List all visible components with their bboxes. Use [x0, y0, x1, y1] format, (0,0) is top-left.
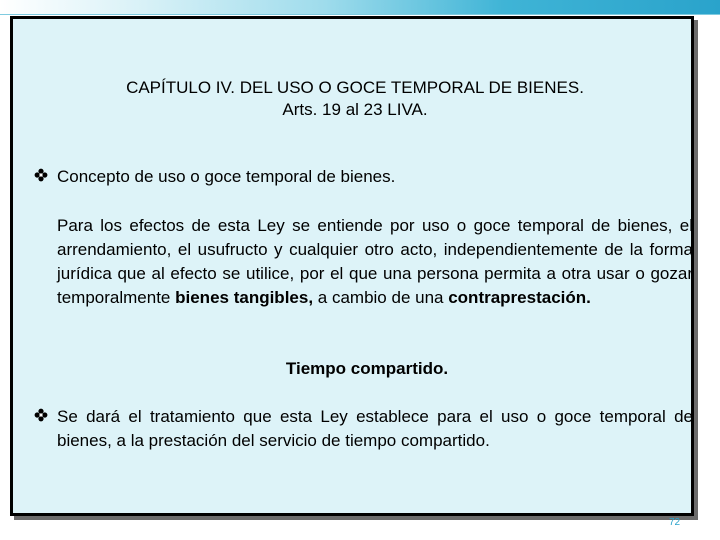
- paragraph1-bold1: bienes tangibles,: [175, 288, 314, 307]
- paragraph1-bold2: contraprestación.: [448, 288, 591, 307]
- title-line-2: Arts. 19 al 23 LIVA.: [282, 100, 428, 119]
- paragraph1-part1: Para los efectos de esta Ley se entiende por uso o goce temporal de bienes, el arrendamiento, el usufructo y cualquier otro acto, independientemente de la forma jurídica que al efecto se utilice, por el que una persona permita a otra usar o gozar temporalmente: [57, 216, 693, 307]
- diamond-bullet-icon: [34, 406, 48, 424]
- page-number: 72: [669, 517, 681, 528]
- paragraph1-part2: a cambio de una: [313, 288, 449, 307]
- diamond-bullet-icon: [34, 166, 48, 184]
- definition-paragraph: [57, 214, 693, 310]
- slide-frame: [10, 16, 694, 516]
- slide-title: [13, 77, 697, 121]
- title-line-1: CAPÍTULO IV. DEL USO O GOCE TEMPORAL DE BIENES.: [126, 78, 584, 97]
- bullet2-text: Se dará el tratamiento que esta Ley establece para el uso o goce temporal de bienes, a la prestación del servicio de tiempo compartido.: [57, 407, 693, 450]
- bullet1-heading: Concepto de uso o goce temporal de bienes.: [57, 167, 396, 186]
- top-accent-bar: [0, 0, 720, 15]
- subheading: Tiempo compartido.: [285, 359, 449, 378]
